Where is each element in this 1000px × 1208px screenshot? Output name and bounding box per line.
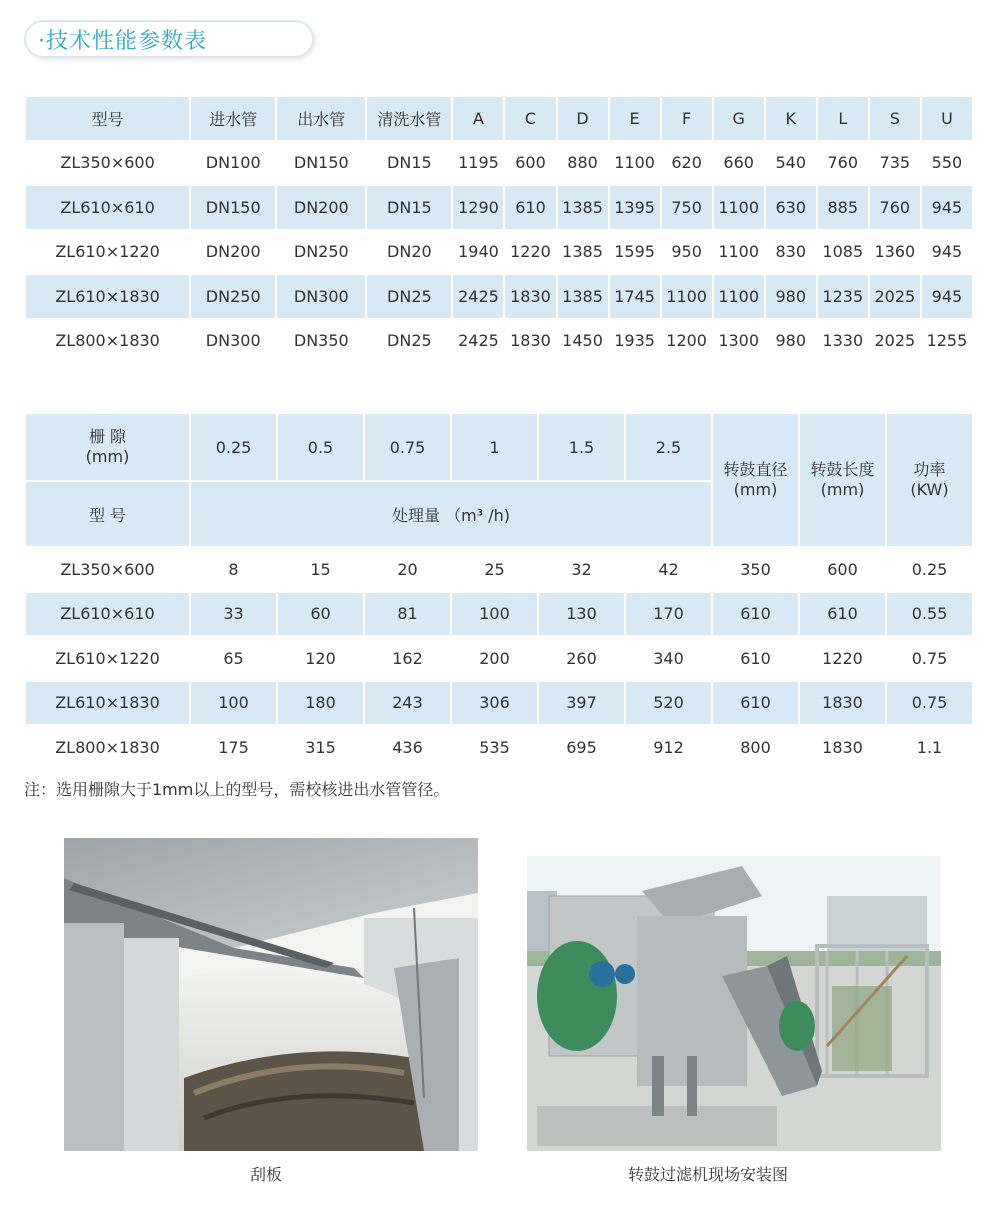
gap-value: 0.5 [278,414,363,480]
table-cell: 1220 [800,637,885,680]
table-cell: 130 [539,593,624,636]
table-cell: DN25 [367,275,451,318]
table-cell: 600 [800,548,885,591]
table-cell: 945 [922,231,972,274]
table-cell: 880 [558,142,608,185]
table-cell: DN150 [277,142,365,185]
table-cell: 760 [818,142,868,185]
table-cell: ZL610×1220 [26,637,189,680]
table-row [26,682,972,725]
drum-length-unit: (mm) [820,480,865,499]
table-cell: DN25 [367,320,451,363]
dimension-table [24,95,974,364]
table-cell: ZL800×1830 [26,726,189,769]
table-cell: DN200 [277,186,365,229]
table-cell: 695 [539,726,624,769]
drum-diameter-unit: (mm) [733,480,778,499]
table-cell: 535 [452,726,537,769]
table-row [26,726,972,769]
table-cell: DN15 [367,142,451,185]
column-header: L [818,97,868,140]
table-cell: 15 [278,548,363,591]
table-row [26,320,972,363]
table-cell: ZL610×610 [26,593,189,636]
table-cell: 1940 [453,231,503,274]
column-header: 进水管 [191,97,275,140]
model-header: 型 号 [26,482,189,546]
power-label: 功率 [913,460,946,479]
table-cell: 1330 [818,320,868,363]
table-cell: 180 [278,682,363,725]
table-cell: 610 [505,186,555,229]
table-cell: 980 [766,320,816,363]
table-cell: 630 [766,186,816,229]
table-cell: 1220 [505,231,555,274]
gap-value: 0.25 [191,414,276,480]
table-cell: 1290 [453,186,503,229]
section-title: ·技术性能参数表 [38,28,207,54]
installation-illustration [527,856,941,1151]
drum-length-label: 转鼓长度 [810,460,875,479]
column-header: 型号 [26,97,189,140]
table-cell: 610 [800,593,885,636]
table-row [26,593,972,636]
table-cell: DN150 [191,186,275,229]
table-cell: DN350 [277,320,365,363]
table-cell: 550 [922,142,972,185]
table-cell: 1395 [610,186,660,229]
table-row [26,142,972,185]
column-header: 清洗水管 [367,97,451,140]
table-cell: 945 [922,275,972,318]
table-cell: 1200 [662,320,712,363]
table-cell: 660 [714,142,764,185]
table-cell: DN15 [367,186,451,229]
gap-value: 0.75 [365,414,450,480]
flow-header: 处理量 （m³ /h) [191,482,711,546]
table-cell: 1385 [558,231,608,274]
table-cell: 1830 [505,275,555,318]
table-cell: 8 [191,548,276,591]
table-cell: 200 [452,637,537,680]
table-cell: 33 [191,593,276,636]
table-cell: ZL800×1830 [26,320,189,363]
capacity-table [24,412,974,771]
gap-unit: (mm) [85,447,130,466]
column-header: S [870,97,920,140]
table-row [26,186,972,229]
installation-photo [527,856,941,1151]
table-cell: 945 [922,186,972,229]
table-cell: 600 [505,142,555,185]
selection-note: 注：选用栅隙大于1mm以上的型号，需校核进出水管管径。 [24,780,450,799]
table-cell: 912 [626,726,711,769]
table-cell: ZL610×610 [26,186,189,229]
column-header: K [766,97,816,140]
gap-value: 1 [452,414,537,480]
table-cell: 120 [278,637,363,680]
table-cell: 1085 [818,231,868,274]
table-cell: 175 [191,726,276,769]
table-cell: 0.75 [887,682,972,725]
table-cell: 1255 [922,320,972,363]
table-cell: 830 [766,231,816,274]
table-cell: 1100 [662,275,712,318]
table-cell: 1450 [558,320,608,363]
table-cell: DN300 [277,275,365,318]
table-cell: 260 [539,637,624,680]
table-cell: 1360 [870,231,920,274]
table-cell: 60 [278,593,363,636]
table-cell: 1385 [558,275,608,318]
table-cell: 885 [818,186,868,229]
table-row [26,231,972,274]
installation-caption: 转鼓过滤机现场安装图 [628,1165,789,1184]
scraper-caption: 刮板 [250,1165,283,1184]
table-header-row [26,97,972,140]
table-cell: ZL610×1830 [26,275,189,318]
table-cell: 1385 [558,186,608,229]
table-cell: 760 [870,186,920,229]
table-cell: 1935 [610,320,660,363]
table-cell: 1195 [453,142,503,185]
table-cell: DN300 [191,320,275,363]
table-cell: 540 [766,142,816,185]
table-cell: 1100 [714,275,764,318]
column-header: F [662,97,712,140]
table-cell: DN250 [191,275,275,318]
scraper-illustration [64,838,478,1151]
table-cell: 42 [626,548,711,591]
table-cell: 620 [662,142,712,185]
table-row [26,637,972,680]
table-cell: DN200 [191,231,275,274]
table-cell: 2425 [453,275,503,318]
table-cell: 162 [365,637,450,680]
table-cell: DN100 [191,142,275,185]
table-cell: 306 [452,682,537,725]
table-cell: 0.25 [887,548,972,591]
table-cell: 750 [662,186,712,229]
table-cell: ZL610×1830 [26,682,189,725]
table-cell: 20 [365,548,450,591]
table-cell: 610 [713,593,798,636]
table-cell: 2025 [870,275,920,318]
table-cell: 170 [626,593,711,636]
table-cell: 950 [662,231,712,274]
gap-value: 2.5 [626,414,711,480]
drum-diameter-header [713,414,798,546]
table-cell: 1830 [800,682,885,725]
table-cell: 2025 [870,320,920,363]
scraper-photo [64,838,478,1151]
column-header: E [610,97,660,140]
table-cell: 397 [539,682,624,725]
table-cell: 735 [870,142,920,185]
table-cell: 610 [713,637,798,680]
table-cell: 1100 [714,231,764,274]
table-cell: 81 [365,593,450,636]
column-header: D [558,97,608,140]
table-cell: DN250 [277,231,365,274]
table-cell: 0.75 [887,637,972,680]
drum-length-header [800,414,885,546]
table-cell: 1100 [610,142,660,185]
column-header: C [505,97,555,140]
table-cell: 520 [626,682,711,725]
table-cell: 0.55 [887,593,972,636]
table-cell: 100 [452,593,537,636]
table-cell: 1300 [714,320,764,363]
table-cell: 100 [191,682,276,725]
table-cell: 1.1 [887,726,972,769]
table-cell: 340 [626,637,711,680]
table-cell: 436 [365,726,450,769]
column-header: A [453,97,503,140]
table-cell: 2425 [453,320,503,363]
power-unit: (KW) [910,480,949,499]
table-cell: 32 [539,548,624,591]
table-cell: ZL350×600 [26,142,189,185]
table-cell: ZL610×1220 [26,231,189,274]
table-cell: ZL350×600 [26,548,189,591]
table-cell: 1745 [610,275,660,318]
column-header: G [714,97,764,140]
table-row [26,548,972,591]
column-header: U [922,97,972,140]
table-cell: 800 [713,726,798,769]
table-cell: 1100 [714,186,764,229]
drum-diameter-label: 转鼓直径 [723,460,788,479]
section-title-badge [24,20,314,58]
table-row [26,275,972,318]
table-cell: 350 [713,548,798,591]
power-header [887,414,972,546]
table-cell: DN20 [367,231,451,274]
gap-label: 栅 隙 [88,427,127,446]
table-cell: 980 [766,275,816,318]
gap-value: 1.5 [539,414,624,480]
table-cell: 610 [713,682,798,725]
table-cell: 315 [278,726,363,769]
table-cell: 1235 [818,275,868,318]
table-cell: 1595 [610,231,660,274]
column-header: 出水管 [277,97,365,140]
table-cell: 65 [191,637,276,680]
table-cell: 1830 [800,726,885,769]
table-cell: 243 [365,682,450,725]
gap-header-cell [26,414,189,480]
table-cell: 25 [452,548,537,591]
table-cell: 1830 [505,320,555,363]
